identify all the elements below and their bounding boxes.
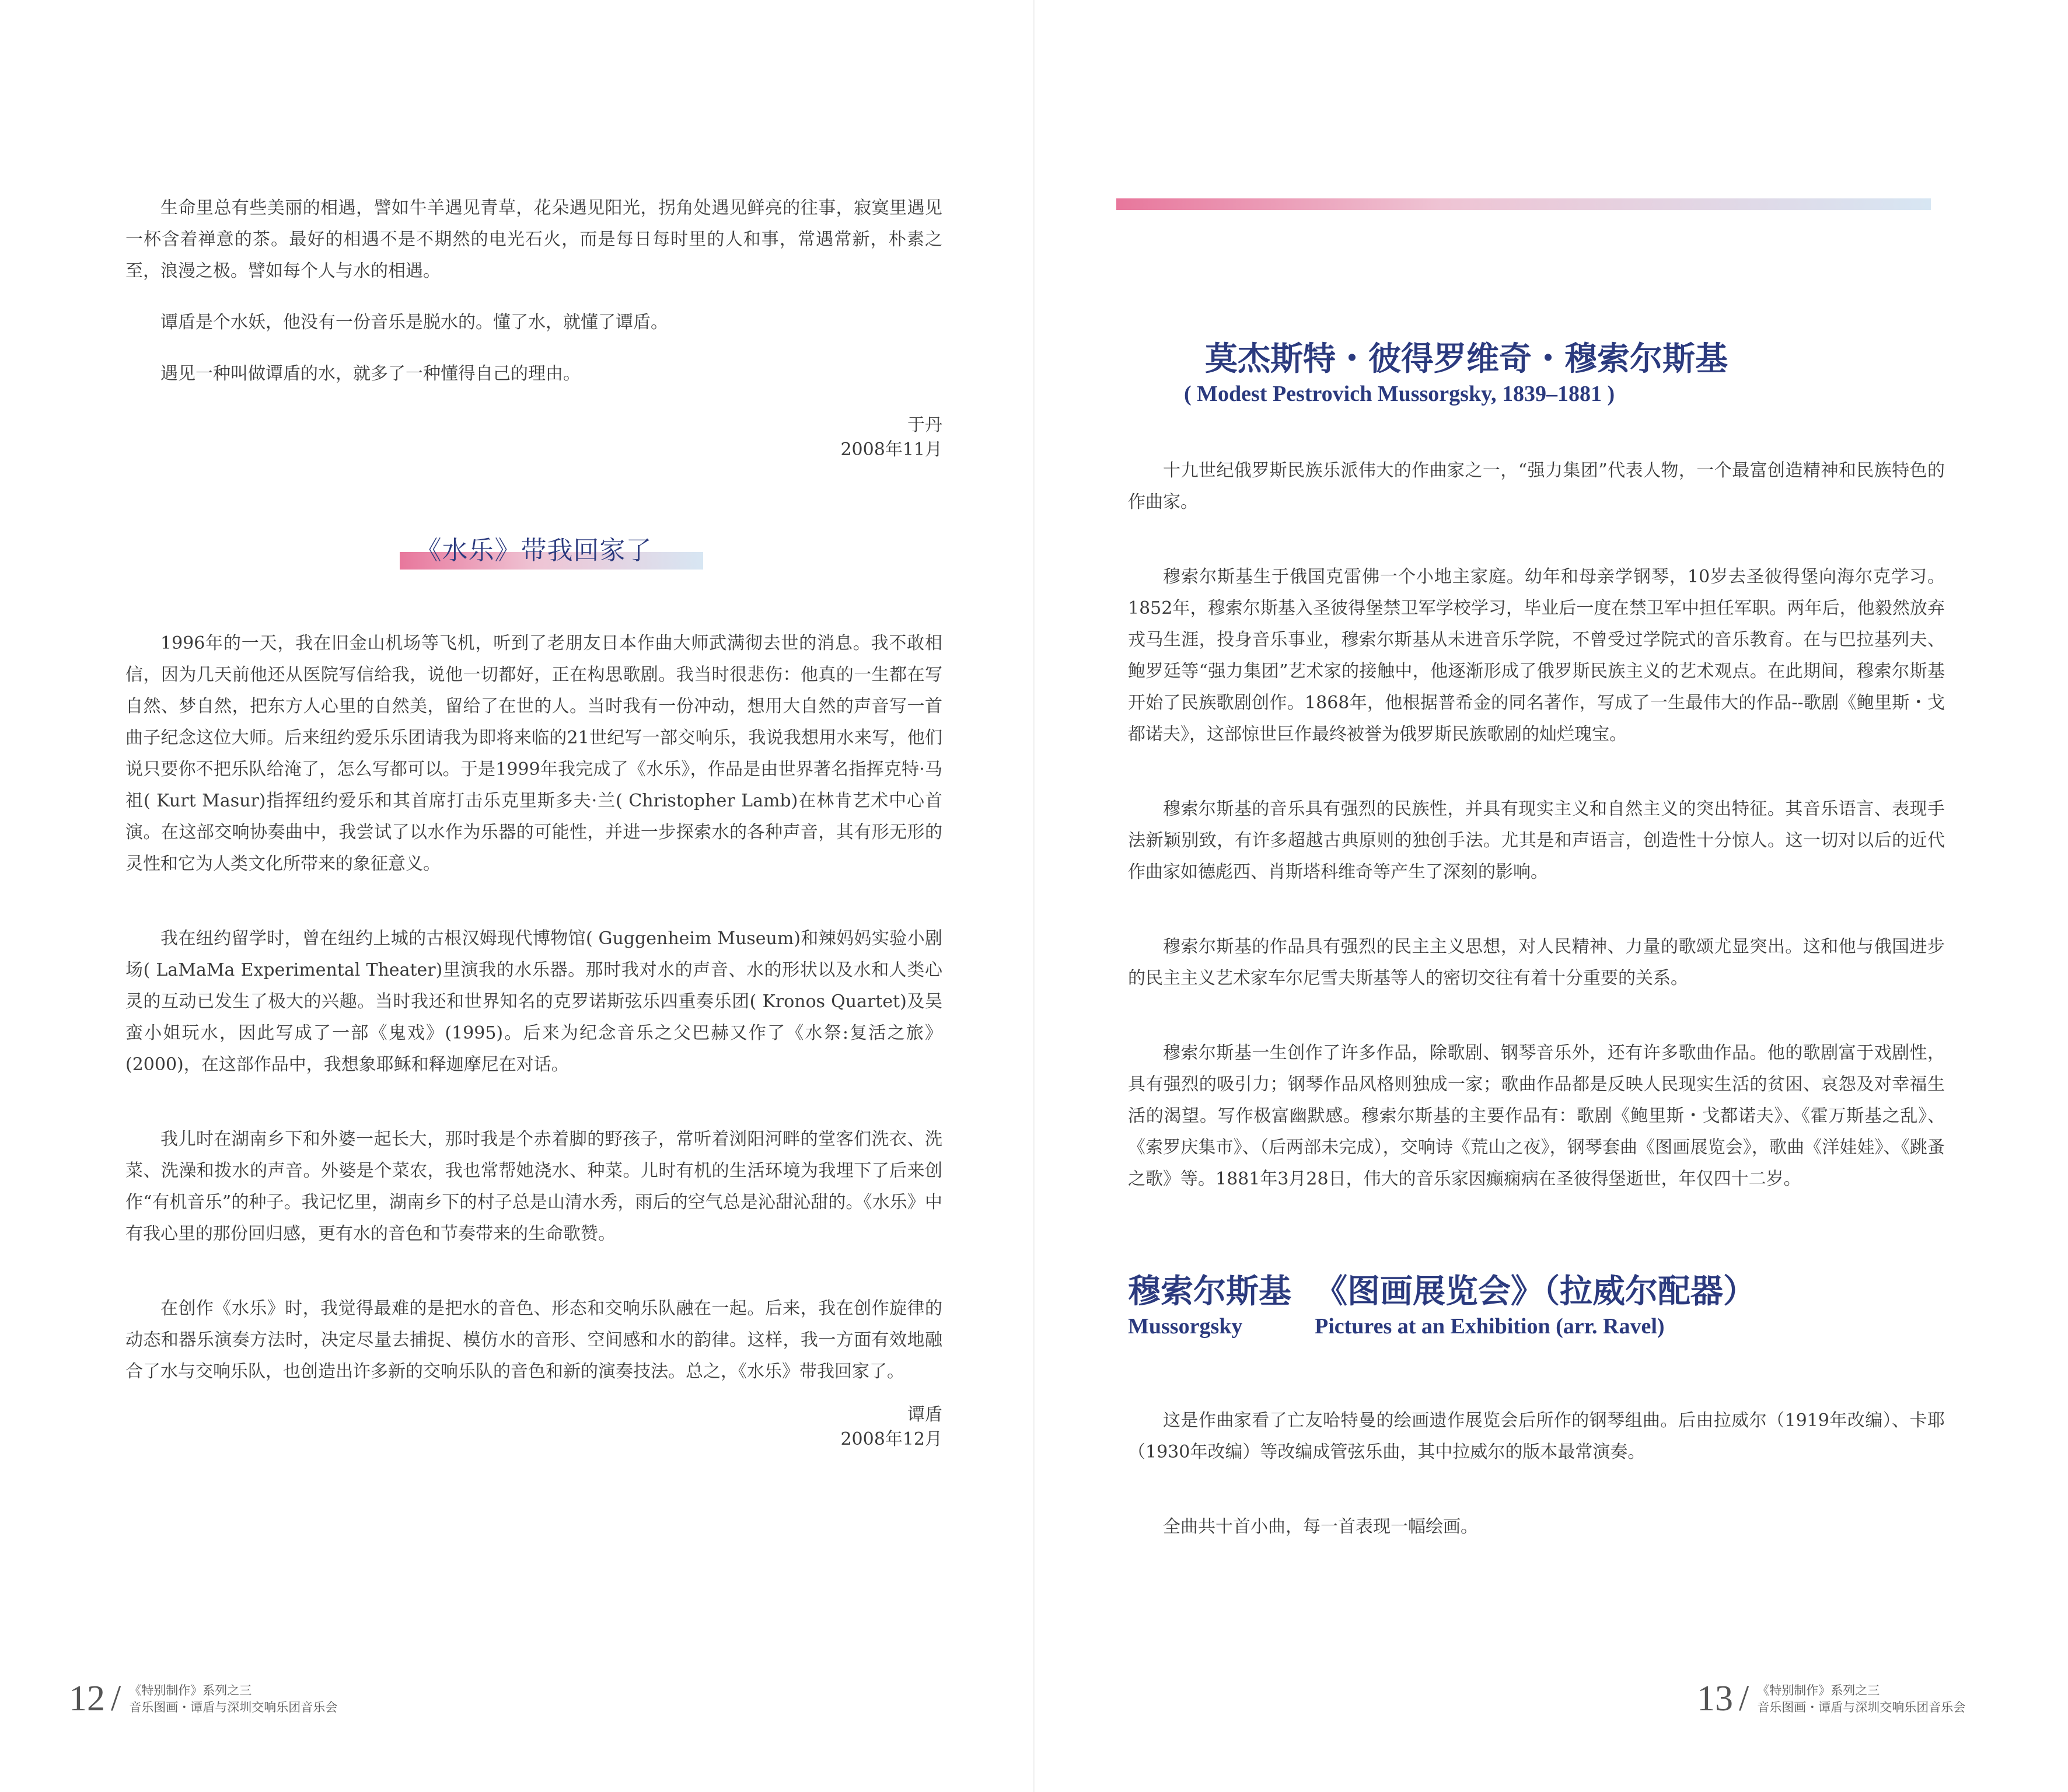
footer-concert: 音乐图画・谭盾与深圳交响乐团音乐会 [1757,1700,1966,1714]
intro-paragraph-1: 生命里总有些美丽的相遇，譬如牛羊遇见青草，花朵遇见阳光，拐角处遇见鲜亮的往事，寂寞里遇见一杯含着禅意的茶。最好的相遇不是不期然的电光石火，而是每日每时里的人和事，常遇常新，朴素之至，浪漫之极。譬如每个人与水的相遇。 [125,198,942,281]
article-title-block [125,532,942,573]
signature-date-2: 2008年12月 [840,1429,942,1449]
bio-paragraph-1: 十九世纪俄罗斯民族乐派伟大的作曲家之一，“强力集团”代表人物，一个最富创造精神和民族特色的作曲家。 [1128,460,1945,512]
composer-heading-en: ( Modest Pestrovich Mussorgsky, 1839–1881 ) [1184,382,1615,406]
work-heading-cn-row [1128,1271,1945,1312]
body-paragraph-1: 1996年的一天，我在旧金山机场等飞机，听到了老朋友日本作曲大师武满彻去世的消息。我不敢相信，因为几天前他还从医院写信给我，说他一切都好，正在构思歌剧。我当时很悲伤：他真的一生都在写自然、梦自然，把东方人心里的自然美，留给了在世的人。当时我有一份冲动，想用大自然的声音写一首曲子纪念这位大师。后来纽约爱乐乐团请我为即将来临的21世纪写一部交响乐，我说我想用水来写，他们说只要你不把乐队给淹了，怎么写都可以。于是1999年我完成了《水乐》，作品是由世界著名指挥克特·马祖( Kurt Masur)指挥纽约爱乐和其首席打击乐克里斯多夫·兰( Christopher Lamb)在林肯艺术中心首演。在这部交响协奏曲中，我尝试了以水作为乐器的可能性，并进一步探索水的各种声音，其有形无形的灵性和它为人类文化所带来的象征意义。 [125,633,942,874]
work-heading-en-row [1128,1312,1945,1341]
right-page [1035,0,2068,1792]
footer-text [129,1683,337,1717]
composer-heading-cn: 莫杰斯特・彼得罗维奇・穆索尔斯基 [1205,340,1728,378]
work-title-cn: 《图画展览会》（拉威尔配器） [1315,1272,1756,1311]
bio-paragraph-4: 穆索尔斯基的作品具有强烈的民主主义思想，对人民精神、力量的歌颂尤显突出。这和他与俄国进步的民主主义艺术家车尔尼雪夫斯基等人的密切交往有着十分重要的关系。 [1128,937,1945,988]
page-number: 12 [69,1679,105,1718]
footer-series: 《特别制作》系列之三 [129,1683,252,1697]
footer-slash: / [111,1679,121,1718]
article-title: 《水乐》带我回家了 [415,536,652,565]
work-composer-cn: 穆索尔斯基 [1128,1272,1291,1311]
bio-paragraph-2: 穆索尔斯基生于俄国克雷佛一个小地主家庭。幼年和母亲学钢琴，10岁去圣彼得堡向海尔克学习。1852年，穆索尔斯基入圣彼得堡禁卫军学校学习，毕业后一度在禁卫军中担任军职。两年后，他毅然放弃戎马生涯，投身音乐事业，穆索尔斯基从未进音乐学院，不曾受过学院式的音乐教育。在与巴拉基列夫、鲍罗廷等“强力集团”艺术家的接触中，他逐渐形成了俄罗斯民族主义的艺术观点。在此期间，穆索尔斯基开始了民族歌剧创作。1868年，他根据普希金的同名著作，写成了一生最伟大的作品--歌剧《鲍里斯・戈都诺夫》，这部惊世巨作最终被誉为俄罗斯民族歌剧的灿烂瑰宝。 [1128,567,1945,745]
right-column [1128,338,1945,1543]
work-desc-paragraph-1: 这是作曲家看了亡友哈特曼的绘画遗作展览会后所作的钢琴组曲。后由拉威尔（1919年改编）、卡耶（1930年改编）等改编成管弦乐曲，其中拉威尔的版本最常演奏。 [1128,1410,1945,1462]
intro-paragraph-3: 遇见一种叫做谭盾的水，就多了一种懂得自己的理由。 [160,364,581,384]
page-number: 13 [1697,1679,1733,1718]
left-column [125,193,942,1452]
bio-paragraph-3: 穆索尔斯基的音乐具有强烈的民族性，并具有现实主义和自然主义的突出特征。其音乐语言、表现手法新颖别致，有许多超越古典原则的独创手法。尤其是和声语言，创造性十分惊人。这一切对以后的近代作曲家如德彪西、肖斯塔科维奇等产生了深刻的影响。 [1128,799,1945,882]
left-footer [69,1681,337,1717]
footer-concert: 音乐图画・谭盾与深圳交响乐团音乐会 [129,1700,338,1714]
header-gradient-bar [1116,198,1931,210]
signature-name-2: 谭盾 [907,1405,942,1425]
body-paragraph-3: 我儿时在湖南乡下和外婆一起长大，那时我是个赤着脚的野孩子，常听着浏阳河畔的堂客们洗衣、洗菜、洗澡和拨水的声音。外婆是个菜农，我也常帮她浇水、种菜。儿时有机的生活环境为我埋下了后来创作“有机音乐”的种子。我记忆里，湖南乡下的村子总是山清水秀，雨后的空气总是沁甜沁甜的。《水乐》中有我心里的那份回归感，更有水的音色和节奏带来的生命歌赞。 [125,1129,942,1244]
footer-slash: / [1739,1679,1749,1718]
footer-series: 《特别制作》系列之三 [1757,1683,1880,1697]
body-paragraph-2: 我在纽约留学时，曾在纽约上城的古根汉姆现代博物馆( Guggenheim Museum)和辣妈妈实验小剧场( LaMaMa Experimental Theater)里演我的水乐器。那时我对水的声音、水的形状以及水和人类心灵的互动已发生了极大的兴趣。当时我还和世界知名的克罗诺斯弦乐四重奏乐团( Kronos Quartet)及吴蛮小姐玩水，因此写成了一部《鬼戏》(1995)。后来为纪念音乐之父巴赫又作了《水祭:复活之旅》(2000)，在这部作品中，我想象耶稣和释迦摩尼在对话。 [125,928,942,1075]
bio-paragraph-5: 穆索尔斯基一生创作了许多作品，除歌剧、钢琴音乐外，还有许多歌曲作品。他的歌剧富于戏剧性，具有强烈的吸引力；钢琴作品风格则独成一家；歌曲作品都是反映人民现实生活的贫困、哀怨及对幸福生活的渴望。写作极富幽默感。穆索尔斯基的主要作品有：歌剧《鲍里斯・戈都诺夫》、《霍万斯基之乱》、《索罗庆集市》、（后两部未完成），交响诗《荒山之夜》，钢琴套曲《图画展览会》，歌曲《洋娃娃》、《跳蚤之歌》等。1881年3月28日，伟大的音乐家因癫痫病在圣彼得堡逝世，年仅四十二岁。 [1128,1043,1945,1189]
right-footer [1697,1681,1965,1717]
signature-name-1: 于丹 [907,415,942,435]
body-paragraph-4: 在创作《水乐》时，我觉得最难的是把水的音色、形态和交响乐队融在一起。后来，我在创作旋律的动态和器乐演奏方法时，决定尽量去捕捉、模仿水的音形、空间感和水的韵律。这样，我一方面有效地融合了水与交响乐队，也创造出许多新的交响乐队的音色和新的演奏技法。总之，《水乐》带我回家了。 [125,1298,942,1382]
signature-date-1: 2008年11月 [840,439,942,460]
work-desc-paragraph-2: 全曲共十首小曲，每一首表现一幅绘画。 [1163,1517,1478,1537]
work-composer-en: Mussorgsky [1128,1314,1243,1339]
work-title-en: Pictures at an Exhibition (arr. Ravel) [1315,1314,1665,1339]
intro-paragraph-2: 谭盾是个水妖，他没有一份音乐是脱水的。懂了水，就懂了谭盾。 [160,312,668,333]
footer-text [1757,1683,1965,1717]
